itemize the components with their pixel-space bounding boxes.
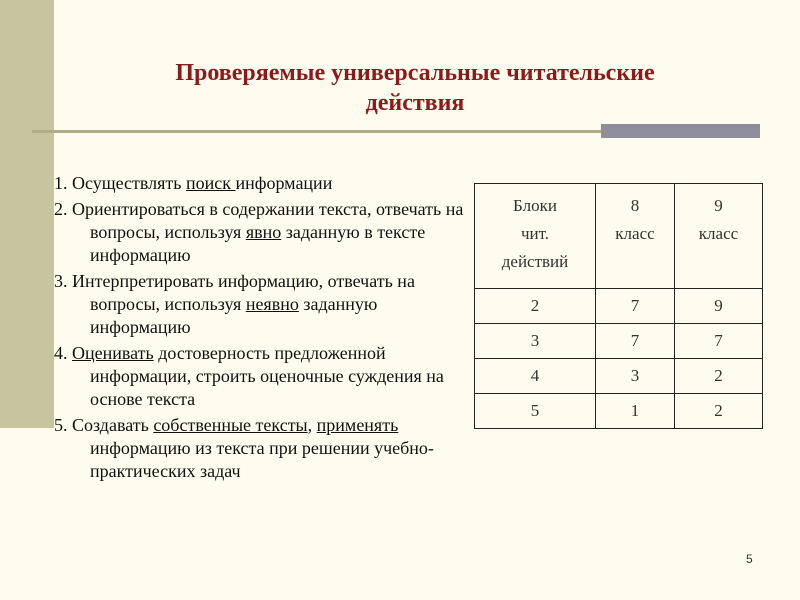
list-item-text: информацию из текста при решении учебно-практических задач xyxy=(90,438,434,481)
list-item-number: 4. xyxy=(54,343,68,363)
title-line-2: действия xyxy=(365,90,465,116)
list-item-text: достоверность предложенной информации, строить оценочные суждения на основе текста xyxy=(90,343,444,409)
list-item-number: 1. xyxy=(54,173,68,193)
table-row xyxy=(475,359,763,394)
header-cell-grade-8: 8 класс xyxy=(596,184,675,289)
table-row xyxy=(475,289,763,324)
underlined-text: неявно xyxy=(245,294,299,314)
page-number: 5 xyxy=(746,552,753,566)
decorative-side-bar xyxy=(0,0,54,428)
actions-list xyxy=(54,172,474,486)
title-divider-block xyxy=(601,124,760,138)
table-row xyxy=(475,394,763,429)
list-item-text: информации xyxy=(235,173,333,193)
blocks-table xyxy=(474,183,763,429)
list-item xyxy=(54,270,474,339)
table-cell: 3 xyxy=(475,324,596,359)
list-item xyxy=(54,342,474,411)
list-item xyxy=(54,414,474,483)
table-row xyxy=(475,324,763,359)
list-item-text: Создавать xyxy=(67,415,154,435)
table-cell: 7 xyxy=(596,289,675,324)
list-item-text: Ориентироваться в содержании текста, отвечать на вопросы, используя xyxy=(67,199,464,242)
table-cell: 2 xyxy=(475,289,596,324)
list-item-text: , xyxy=(307,415,317,435)
title-divider-line xyxy=(32,130,602,133)
header-cell-grade-9: 9 класс xyxy=(675,184,763,289)
table-cell: 2 xyxy=(675,359,763,394)
underlined-text: явно xyxy=(245,222,282,242)
list-item-text: заданную информацию xyxy=(90,294,378,337)
table-header-row xyxy=(475,184,763,289)
slide-title xyxy=(60,58,770,118)
table-cell: 3 xyxy=(596,359,675,394)
table-cell: 2 xyxy=(675,394,763,429)
underlined-text: собственные тексты xyxy=(153,415,308,435)
list-item xyxy=(54,172,474,195)
list-item-number: 3. xyxy=(54,271,68,291)
list-item xyxy=(54,198,474,267)
table-cell: 7 xyxy=(675,324,763,359)
table-cell: 9 xyxy=(675,289,763,324)
title-line-1: Проверяемые универсальные читательские xyxy=(175,60,655,86)
list-item-text: заданную в тексте информацию xyxy=(90,222,426,265)
table-cell: 5 xyxy=(475,394,596,429)
underlined-text: применять xyxy=(316,415,399,435)
table-cell: 4 xyxy=(475,359,596,394)
list-item-number: 5. xyxy=(54,415,68,435)
underlined-text: Оценивать xyxy=(72,343,154,363)
table-cell: 1 xyxy=(596,394,675,429)
underlined-text: поиск xyxy=(186,173,236,193)
list-item-text: Интерпретировать информацию, отвечать на вопросы, используя xyxy=(67,271,415,314)
list-item-text: Осуществлять xyxy=(67,173,187,193)
list-item-number: 2. xyxy=(54,199,68,219)
header-cell-blocks: Блоки чит. действий xyxy=(475,184,596,289)
table-cell: 7 xyxy=(596,324,675,359)
